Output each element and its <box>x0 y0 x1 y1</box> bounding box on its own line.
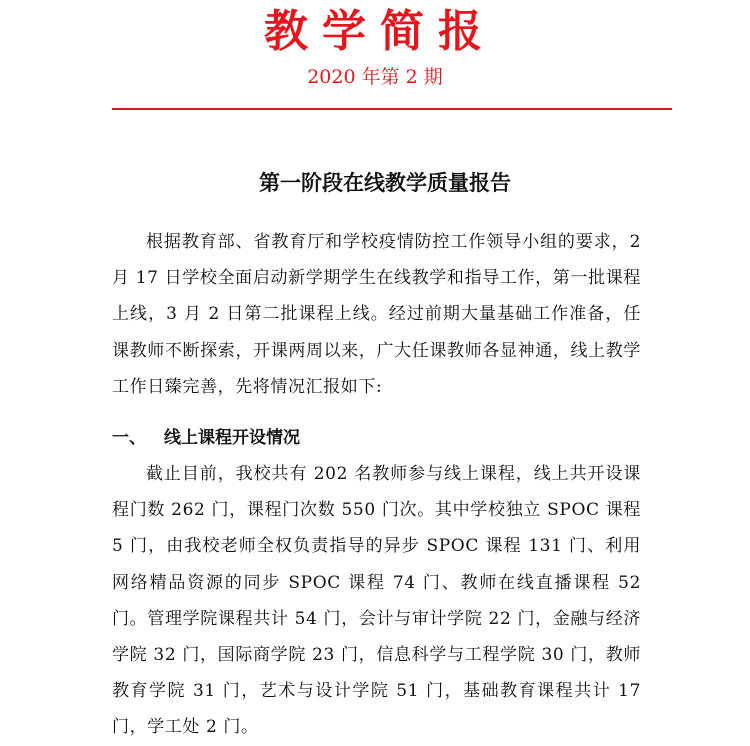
issue-number: 2020 年第 2 期 <box>307 66 443 88</box>
masthead-divider <box>112 108 672 110</box>
article-title: 第一阶段在线教学质量报告 <box>259 171 511 195</box>
section-heading <box>112 420 641 456</box>
intro-paragraph: 根据教育部、省教育厅和学校疫情防控工作领导小组的要求，2 月 17 日学校全面启动新学期学生在线教学和指导工作，第一批课程上线，3 月 2 日第二批课程上线。经过前期大量基础工作准备，任课教师不断探索，开课两周以来，广大任课教师各显神通，线上教学工作日臻完善，先将情况汇报如下: <box>112 232 641 397</box>
section-heading-text: 线上课程开设情况 <box>164 428 300 448</box>
section-number: 一、 <box>112 428 146 448</box>
newsletter-title: 教学简报 <box>264 6 496 57</box>
section-paragraph: 截止目前，我校共有 202 名教师参与线上课程，线上共开设课程门数 262 门，课程门次数 550 门次。其中学校独立 SPOC 课程 5 门，由我校老师全权负责指导的异步 SPOC 课程 131 门、利用网络精品资源的同步 SPOC 课程 74 门、教师在线直播课程 52 门。管理学院课程共计 54 门，会计与审计学院 22 门，金融与经济学院 32 门，国际商学院 23 门，信息科学与工程学院 30 门，教师教育学院 31 门，艺术与设计学院 51 门，基础教育课程共计 17 门，学工处 2 门。 <box>112 464 641 738</box>
